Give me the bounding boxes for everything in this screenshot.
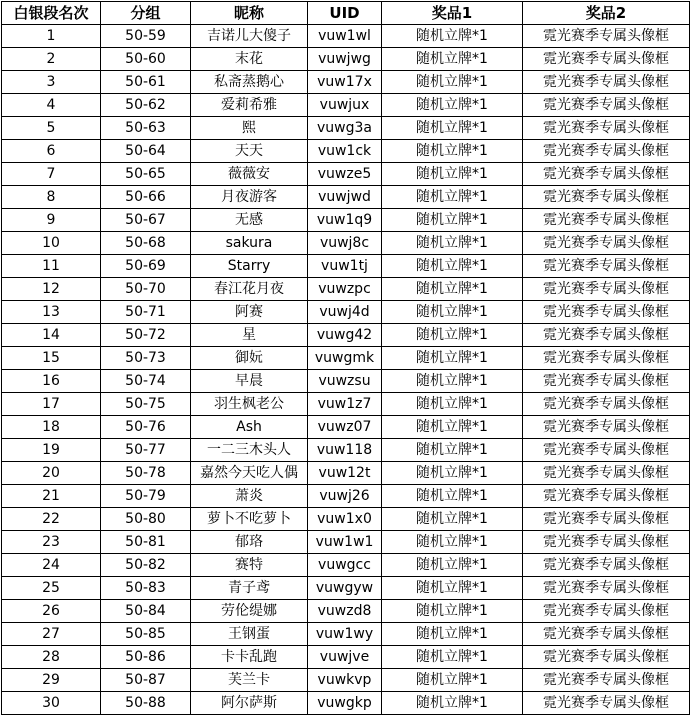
cell-prize-1: 随机立牌*1: [382, 692, 523, 715]
cell-group: 50-88: [101, 692, 191, 715]
cell-group: 50-80: [101, 508, 191, 531]
table-header-row: [2, 2, 690, 25]
cell-rank: 9: [2, 209, 101, 232]
cell-nickname: 私斋蒸鹅心: [191, 71, 308, 94]
cell-uid: vuwg42: [308, 324, 382, 347]
cell-nickname: 阿赛: [191, 301, 308, 324]
cell-uid: vuwgkp: [308, 692, 382, 715]
cell-uid: vuw1x0: [308, 508, 382, 531]
cell-uid: vuwzsu: [308, 370, 382, 393]
cell-nickname: 萧炎: [191, 485, 308, 508]
cell-prize-1: 随机立牌*1: [382, 278, 523, 301]
cell-uid: vuwzpc: [308, 278, 382, 301]
cell-group: 50-68: [101, 232, 191, 255]
cell-group: 50-84: [101, 600, 191, 623]
table-row: [2, 669, 690, 692]
cell-rank: 22: [2, 508, 101, 531]
cell-nickname: 月夜游客: [191, 186, 308, 209]
cell-uid: vuwjux: [308, 94, 382, 117]
cell-prize-2: 霓光赛季专属头像框: [523, 508, 690, 531]
table-row: [2, 301, 690, 324]
cell-rank: 28: [2, 646, 101, 669]
cell-prize-1: 随机立牌*1: [382, 347, 523, 370]
cell-rank: 3: [2, 71, 101, 94]
header-rank: 白银段名次: [2, 2, 101, 25]
table-row: [2, 117, 690, 140]
cell-prize-2: 霓光赛季专属头像框: [523, 140, 690, 163]
cell-rank: 11: [2, 255, 101, 278]
cell-uid: vuwgyw: [308, 577, 382, 600]
cell-prize-2: 霓光赛季专属头像框: [523, 393, 690, 416]
cell-prize-2: 霓光赛季专属头像框: [523, 232, 690, 255]
table-row: [2, 140, 690, 163]
table-row: [2, 255, 690, 278]
cell-uid: vuwgcc: [308, 554, 382, 577]
cell-nickname: 春江花月夜: [191, 278, 308, 301]
cell-group: 50-64: [101, 140, 191, 163]
cell-uid: vuwze5: [308, 163, 382, 186]
cell-rank: 30: [2, 692, 101, 715]
cell-prize-1: 随机立牌*1: [382, 531, 523, 554]
cell-uid: vuwg3a: [308, 117, 382, 140]
cell-prize-2: 霓光赛季专属头像框: [523, 186, 690, 209]
cell-uid: vuwjwg: [308, 48, 382, 71]
table-row: [2, 646, 690, 669]
table-row: [2, 577, 690, 600]
cell-prize-1: 随机立牌*1: [382, 140, 523, 163]
cell-group: 50-79: [101, 485, 191, 508]
table-row: [2, 94, 690, 117]
cell-nickname: 赛特: [191, 554, 308, 577]
cell-prize-2: 霓光赛季专属头像框: [523, 278, 690, 301]
cell-rank: 4: [2, 94, 101, 117]
cell-prize-2: 霓光赛季专属头像框: [523, 94, 690, 117]
cell-rank: 19: [2, 439, 101, 462]
cell-uid: vuw12t: [308, 462, 382, 485]
cell-nickname: 王钢蛋: [191, 623, 308, 646]
cell-prize-1: 随机立牌*1: [382, 646, 523, 669]
cell-rank: 26: [2, 600, 101, 623]
cell-rank: 24: [2, 554, 101, 577]
table-row: [2, 324, 690, 347]
cell-rank: 8: [2, 186, 101, 209]
cell-uid: vuw1tj: [308, 255, 382, 278]
cell-rank: 16: [2, 370, 101, 393]
cell-group: 50-62: [101, 94, 191, 117]
table-row: [2, 25, 690, 48]
silver-ranking-table: [1, 1, 690, 715]
cell-prize-1: 随机立牌*1: [382, 370, 523, 393]
cell-group: 50-77: [101, 439, 191, 462]
cell-prize-1: 随机立牌*1: [382, 393, 523, 416]
cell-nickname: 阿尔萨斯: [191, 692, 308, 715]
cell-prize-2: 霓光赛季专属头像框: [523, 324, 690, 347]
cell-prize-1: 随机立牌*1: [382, 186, 523, 209]
cell-prize-1: 随机立牌*1: [382, 209, 523, 232]
cell-prize-2: 霓光赛季专属头像框: [523, 347, 690, 370]
cell-group: 50-81: [101, 531, 191, 554]
cell-nickname: 芙兰卡: [191, 669, 308, 692]
table-row: [2, 209, 690, 232]
cell-prize-1: 随机立牌*1: [382, 462, 523, 485]
cell-group: 50-60: [101, 48, 191, 71]
cell-group: 50-76: [101, 416, 191, 439]
cell-nickname: 天天: [191, 140, 308, 163]
cell-prize-2: 霓光赛季专属头像框: [523, 416, 690, 439]
cell-nickname: Starry: [191, 255, 308, 278]
cell-group: 50-82: [101, 554, 191, 577]
cell-prize-2: 霓光赛季专属头像框: [523, 209, 690, 232]
cell-group: 50-86: [101, 646, 191, 669]
cell-nickname: 星: [191, 324, 308, 347]
cell-uid: vuwzd8: [308, 600, 382, 623]
table-row: [2, 232, 690, 255]
cell-nickname: 青子鸢: [191, 577, 308, 600]
cell-group: 50-70: [101, 278, 191, 301]
cell-prize-1: 随机立牌*1: [382, 439, 523, 462]
cell-prize-2: 霓光赛季专属头像框: [523, 646, 690, 669]
table-row: [2, 531, 690, 554]
cell-rank: 12: [2, 278, 101, 301]
cell-group: 50-74: [101, 370, 191, 393]
cell-prize-1: 随机立牌*1: [382, 255, 523, 278]
cell-uid: vuwjwd: [308, 186, 382, 209]
table-row: [2, 186, 690, 209]
cell-prize-2: 霓光赛季专属头像框: [523, 485, 690, 508]
cell-prize-1: 随机立牌*1: [382, 117, 523, 140]
header-prize-1: 奖品1: [382, 2, 523, 25]
table-row: [2, 278, 690, 301]
header-prize-2: 奖品2: [523, 2, 690, 25]
cell-prize-1: 随机立牌*1: [382, 94, 523, 117]
cell-group: 50-67: [101, 209, 191, 232]
cell-uid: vuw17x: [308, 71, 382, 94]
cell-rank: 25: [2, 577, 101, 600]
cell-uid: vuw1wl: [308, 25, 382, 48]
cell-prize-1: 随机立牌*1: [382, 48, 523, 71]
cell-prize-1: 随机立牌*1: [382, 623, 523, 646]
cell-nickname: 早晨: [191, 370, 308, 393]
cell-rank: 7: [2, 163, 101, 186]
cell-prize-2: 霓光赛季专属头像框: [523, 692, 690, 715]
cell-prize-2: 霓光赛季专属头像框: [523, 117, 690, 140]
table-row: [2, 485, 690, 508]
table-row: [2, 623, 690, 646]
cell-prize-1: 随机立牌*1: [382, 232, 523, 255]
cell-nickname: 嘉然今天吃人偶: [191, 462, 308, 485]
cell-nickname: 一二三木头人: [191, 439, 308, 462]
cell-uid: vuwj26: [308, 485, 382, 508]
cell-uid: vuwgmk: [308, 347, 382, 370]
cell-prize-2: 霓光赛季专属头像框: [523, 370, 690, 393]
table-row: [2, 393, 690, 416]
cell-nickname: 郁珞: [191, 531, 308, 554]
table-row: [2, 370, 690, 393]
cell-uid: vuw1wy: [308, 623, 382, 646]
cell-prize-2: 霓光赛季专属头像框: [523, 462, 690, 485]
cell-rank: 10: [2, 232, 101, 255]
cell-uid: vuw1ck: [308, 140, 382, 163]
cell-rank: 27: [2, 623, 101, 646]
table-body: [2, 25, 690, 715]
cell-prize-2: 霓光赛季专属头像框: [523, 531, 690, 554]
cell-uid: vuwz07: [308, 416, 382, 439]
cell-nickname: 御妧: [191, 347, 308, 370]
cell-group: 50-78: [101, 462, 191, 485]
cell-prize-2: 霓光赛季专属头像框: [523, 48, 690, 71]
cell-prize-1: 随机立牌*1: [382, 163, 523, 186]
cell-rank: 6: [2, 140, 101, 163]
cell-prize-1: 随机立牌*1: [382, 600, 523, 623]
cell-nickname: Ash: [191, 416, 308, 439]
cell-rank: 13: [2, 301, 101, 324]
cell-nickname: 熙: [191, 117, 308, 140]
table-row: [2, 439, 690, 462]
table-row: [2, 462, 690, 485]
table-row: [2, 71, 690, 94]
cell-nickname: 末花: [191, 48, 308, 71]
cell-uid: vuwj4d: [308, 301, 382, 324]
cell-prize-2: 霓光赛季专属头像框: [523, 623, 690, 646]
header-group: 分组: [101, 2, 191, 25]
cell-group: 50-66: [101, 186, 191, 209]
table-row: [2, 48, 690, 71]
cell-uid: vuw1z7: [308, 393, 382, 416]
cell-prize-2: 霓光赛季专属头像框: [523, 255, 690, 278]
cell-group: 50-83: [101, 577, 191, 600]
cell-prize-1: 随机立牌*1: [382, 301, 523, 324]
cell-nickname: 卡卡乱跑: [191, 646, 308, 669]
cell-rank: 23: [2, 531, 101, 554]
cell-rank: 2: [2, 48, 101, 71]
cell-group: 50-69: [101, 255, 191, 278]
cell-rank: 14: [2, 324, 101, 347]
cell-prize-2: 霓光赛季专属头像框: [523, 669, 690, 692]
cell-rank: 5: [2, 117, 101, 140]
table-row: [2, 416, 690, 439]
cell-group: 50-71: [101, 301, 191, 324]
cell-group: 50-61: [101, 71, 191, 94]
table-row: [2, 600, 690, 623]
cell-prize-2: 霓光赛季专属头像框: [523, 554, 690, 577]
cell-rank: 18: [2, 416, 101, 439]
cell-nickname: 爱莉希雅: [191, 94, 308, 117]
cell-nickname: 劳伦缇娜: [191, 600, 308, 623]
cell-uid: vuw118: [308, 439, 382, 462]
cell-rank: 15: [2, 347, 101, 370]
cell-rank: 17: [2, 393, 101, 416]
cell-uid: vuwkvp: [308, 669, 382, 692]
cell-prize-2: 霓光赛季专属头像框: [523, 301, 690, 324]
cell-prize-1: 随机立牌*1: [382, 324, 523, 347]
cell-uid: vuw1q9: [308, 209, 382, 232]
cell-rank: 20: [2, 462, 101, 485]
table-row: [2, 692, 690, 715]
cell-prize-1: 随机立牌*1: [382, 25, 523, 48]
cell-prize-1: 随机立牌*1: [382, 485, 523, 508]
cell-prize-1: 随机立牌*1: [382, 669, 523, 692]
cell-group: 50-59: [101, 25, 191, 48]
cell-prize-1: 随机立牌*1: [382, 71, 523, 94]
table-row: [2, 347, 690, 370]
cell-group: 50-73: [101, 347, 191, 370]
cell-prize-1: 随机立牌*1: [382, 577, 523, 600]
cell-group: 50-72: [101, 324, 191, 347]
cell-prize-2: 霓光赛季专属头像框: [523, 163, 690, 186]
table-row: [2, 508, 690, 531]
cell-nickname: 萝卜不吃萝卜: [191, 508, 308, 531]
cell-prize-1: 随机立牌*1: [382, 554, 523, 577]
cell-prize-2: 霓光赛季专属头像框: [523, 71, 690, 94]
cell-nickname: sakura: [191, 232, 308, 255]
table-row: [2, 163, 690, 186]
cell-uid: vuwjve: [308, 646, 382, 669]
cell-nickname: 薇薇安: [191, 163, 308, 186]
cell-group: 50-65: [101, 163, 191, 186]
cell-prize-2: 霓光赛季专属头像框: [523, 600, 690, 623]
cell-rank: 29: [2, 669, 101, 692]
header-nickname: 昵称: [191, 2, 308, 25]
cell-prize-1: 随机立牌*1: [382, 416, 523, 439]
cell-nickname: 吉诺儿大傻子: [191, 25, 308, 48]
cell-group: 50-75: [101, 393, 191, 416]
cell-rank: 1: [2, 25, 101, 48]
cell-nickname: 羽生枫老公: [191, 393, 308, 416]
cell-group: 50-63: [101, 117, 191, 140]
cell-prize-2: 霓光赛季专属头像框: [523, 439, 690, 462]
cell-nickname: 无感: [191, 209, 308, 232]
cell-prize-2: 霓光赛季专属头像框: [523, 25, 690, 48]
cell-prize-1: 随机立牌*1: [382, 508, 523, 531]
table-row: [2, 554, 690, 577]
cell-prize-2: 霓光赛季专属头像框: [523, 577, 690, 600]
cell-uid: vuwj8c: [308, 232, 382, 255]
cell-group: 50-85: [101, 623, 191, 646]
cell-uid: vuw1w1: [308, 531, 382, 554]
cell-rank: 21: [2, 485, 101, 508]
cell-group: 50-87: [101, 669, 191, 692]
header-uid: UID: [308, 2, 382, 25]
